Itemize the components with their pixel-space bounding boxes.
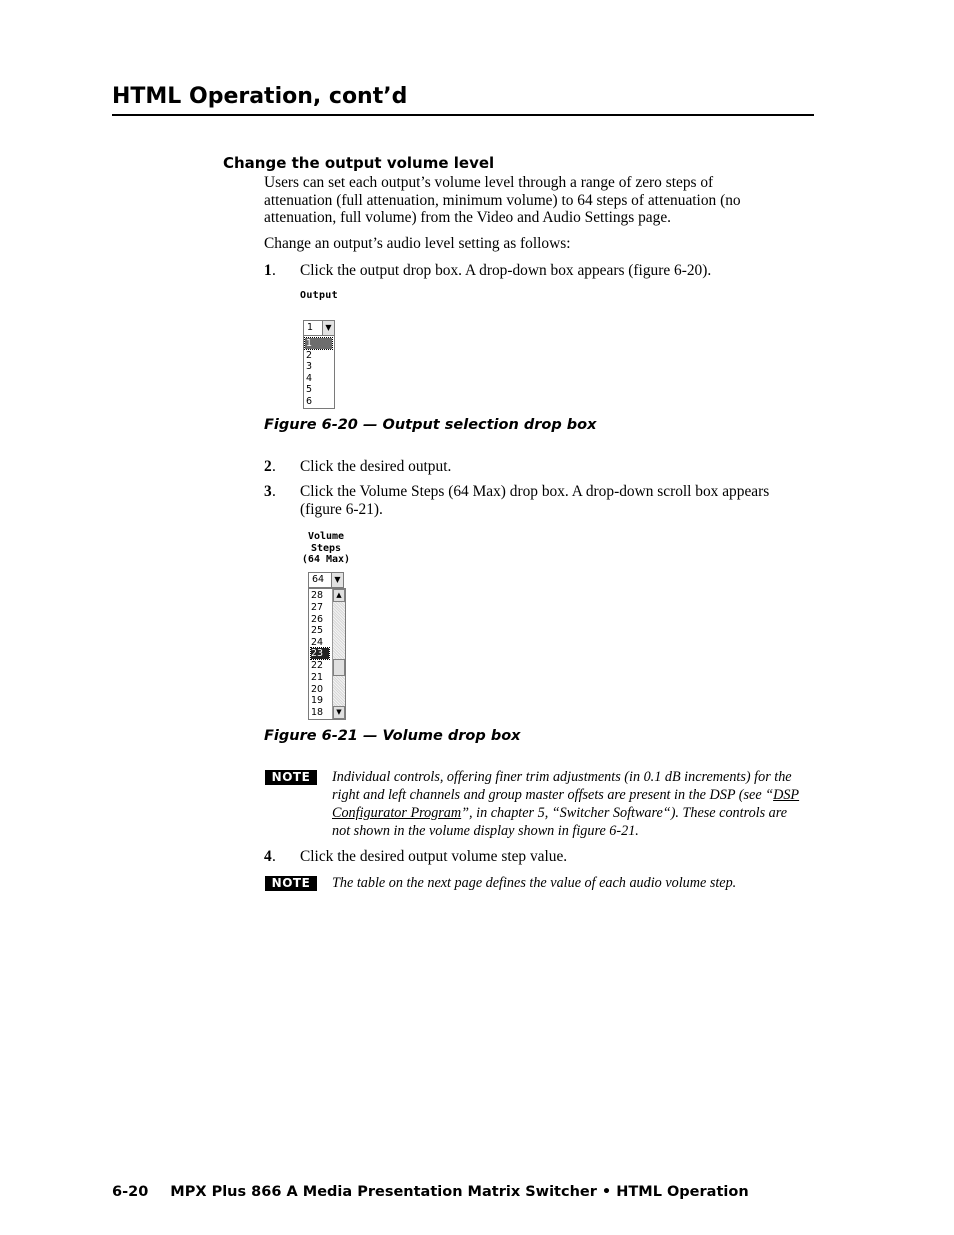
figure-caption: Figure 6-20 — Output selection drop box: [264, 417, 597, 433]
step-dot: .: [272, 848, 276, 865]
note-badge: NOTE: [265, 876, 317, 891]
intro-paragraph: Users can set each output’s volume level through a range of zero steps of attenuation (full attenuation, minimum volume) to 64 steps of attenuation (no attenuation, full volume) from the Video and Audio Settings page.: [264, 174, 741, 227]
scrollbar-thumb[interactable]: [333, 659, 345, 676]
volume-option[interactable]: 27: [311, 602, 324, 613]
output-option[interactable]: 1: [305, 338, 332, 349]
note-text-part: ”, in chapter 5, “Switcher Software“). These controls are not shown in the volume display shown in figure 6-21.: [332, 805, 788, 839]
chevron-down-icon[interactable]: ▼: [331, 573, 343, 587]
volume-option[interactable]: 26: [311, 614, 324, 625]
step-dot: .: [272, 262, 276, 279]
volume-option-highlighted[interactable]: 23: [311, 648, 329, 659]
dsp-configurator-link[interactable]: DSP Configurator Program: [332, 787, 800, 821]
note-text: The table on the next page defines the value of each audio volume step.: [332, 875, 737, 891]
volume-label-line: Volume: [307, 531, 345, 542]
output-option[interactable]: 6: [306, 396, 313, 407]
step-number: 4: [264, 848, 272, 865]
scrollbar[interactable]: [332, 589, 345, 719]
step-dot: .: [272, 483, 276, 500]
step-text: Click the output drop box. A drop-down box appears (figure 6-20).: [300, 262, 712, 279]
step-dot: .: [272, 458, 276, 475]
output-select-value: 1: [307, 322, 314, 333]
volume-option[interactable]: 21: [311, 672, 324, 683]
page-footer: [112, 1184, 749, 1200]
intro-paragraph-2: Change an output’s audio level setting as follows:: [264, 235, 571, 252]
title-rule: [112, 114, 814, 116]
volume-label-line: Steps: [310, 542, 342, 554]
footer-text: MPX Plus 866 A Media Presentation Matrix Switcher • HTML Operation: [170, 1184, 749, 1200]
step-number: 1: [264, 262, 272, 279]
output-option[interactable]: 3: [306, 361, 313, 372]
volume-select[interactable]: [308, 572, 344, 588]
volume-option[interactable]: 20: [311, 684, 324, 695]
output-dropdown-list[interactable]: [303, 335, 335, 409]
step-number: 3: [264, 483, 272, 500]
note-text-part: Individual controls, offering finer trim adjustments (in 0.1 dB increments) for the right and left channels and group master offsets are present in the DSP (see “: [332, 769, 792, 803]
volume-dropdown-list[interactable]: [308, 588, 346, 720]
step-number: 2: [264, 458, 272, 475]
scroll-down-icon[interactable]: ▼: [333, 706, 345, 719]
page-title: HTML Operation, cont’d: [112, 84, 408, 109]
output-option[interactable]: 2: [306, 350, 313, 361]
volume-option[interactable]: 19: [311, 695, 324, 706]
chevron-down-icon[interactable]: ▼: [322, 321, 334, 335]
volume-option[interactable]: 24: [311, 637, 324, 648]
note-badge: NOTE: [265, 770, 317, 785]
volume-select-value: 64: [312, 574, 325, 585]
volume-option[interactable]: 22: [311, 660, 324, 671]
output-option[interactable]: 4: [306, 373, 313, 384]
page-number: 6-20: [112, 1184, 149, 1200]
scroll-up-icon[interactable]: ▲: [333, 589, 345, 602]
volume-steps-label: [300, 531, 352, 566]
volume-label-line: (64 Max): [301, 554, 351, 565]
figure-caption: Figure 6-21 — Volume drop box: [264, 728, 521, 744]
volume-option[interactable]: 25: [311, 625, 324, 636]
step-text: Click the Volume Steps (64 Max) drop box. A drop-down scroll box appears (figure 6-21).: [300, 483, 770, 518]
output-option[interactable]: 5: [306, 384, 313, 395]
volume-option[interactable]: 18: [311, 707, 324, 718]
step-text: Click the desired output.: [300, 458, 452, 475]
volume-option[interactable]: 28: [311, 590, 324, 601]
output-select[interactable]: [303, 320, 335, 336]
note-text: [332, 768, 807, 840]
section-heading: Change the output volume level: [223, 154, 495, 172]
step-text: Click the desired output volume step value.: [300, 848, 568, 865]
output-label: Output: [300, 290, 338, 301]
